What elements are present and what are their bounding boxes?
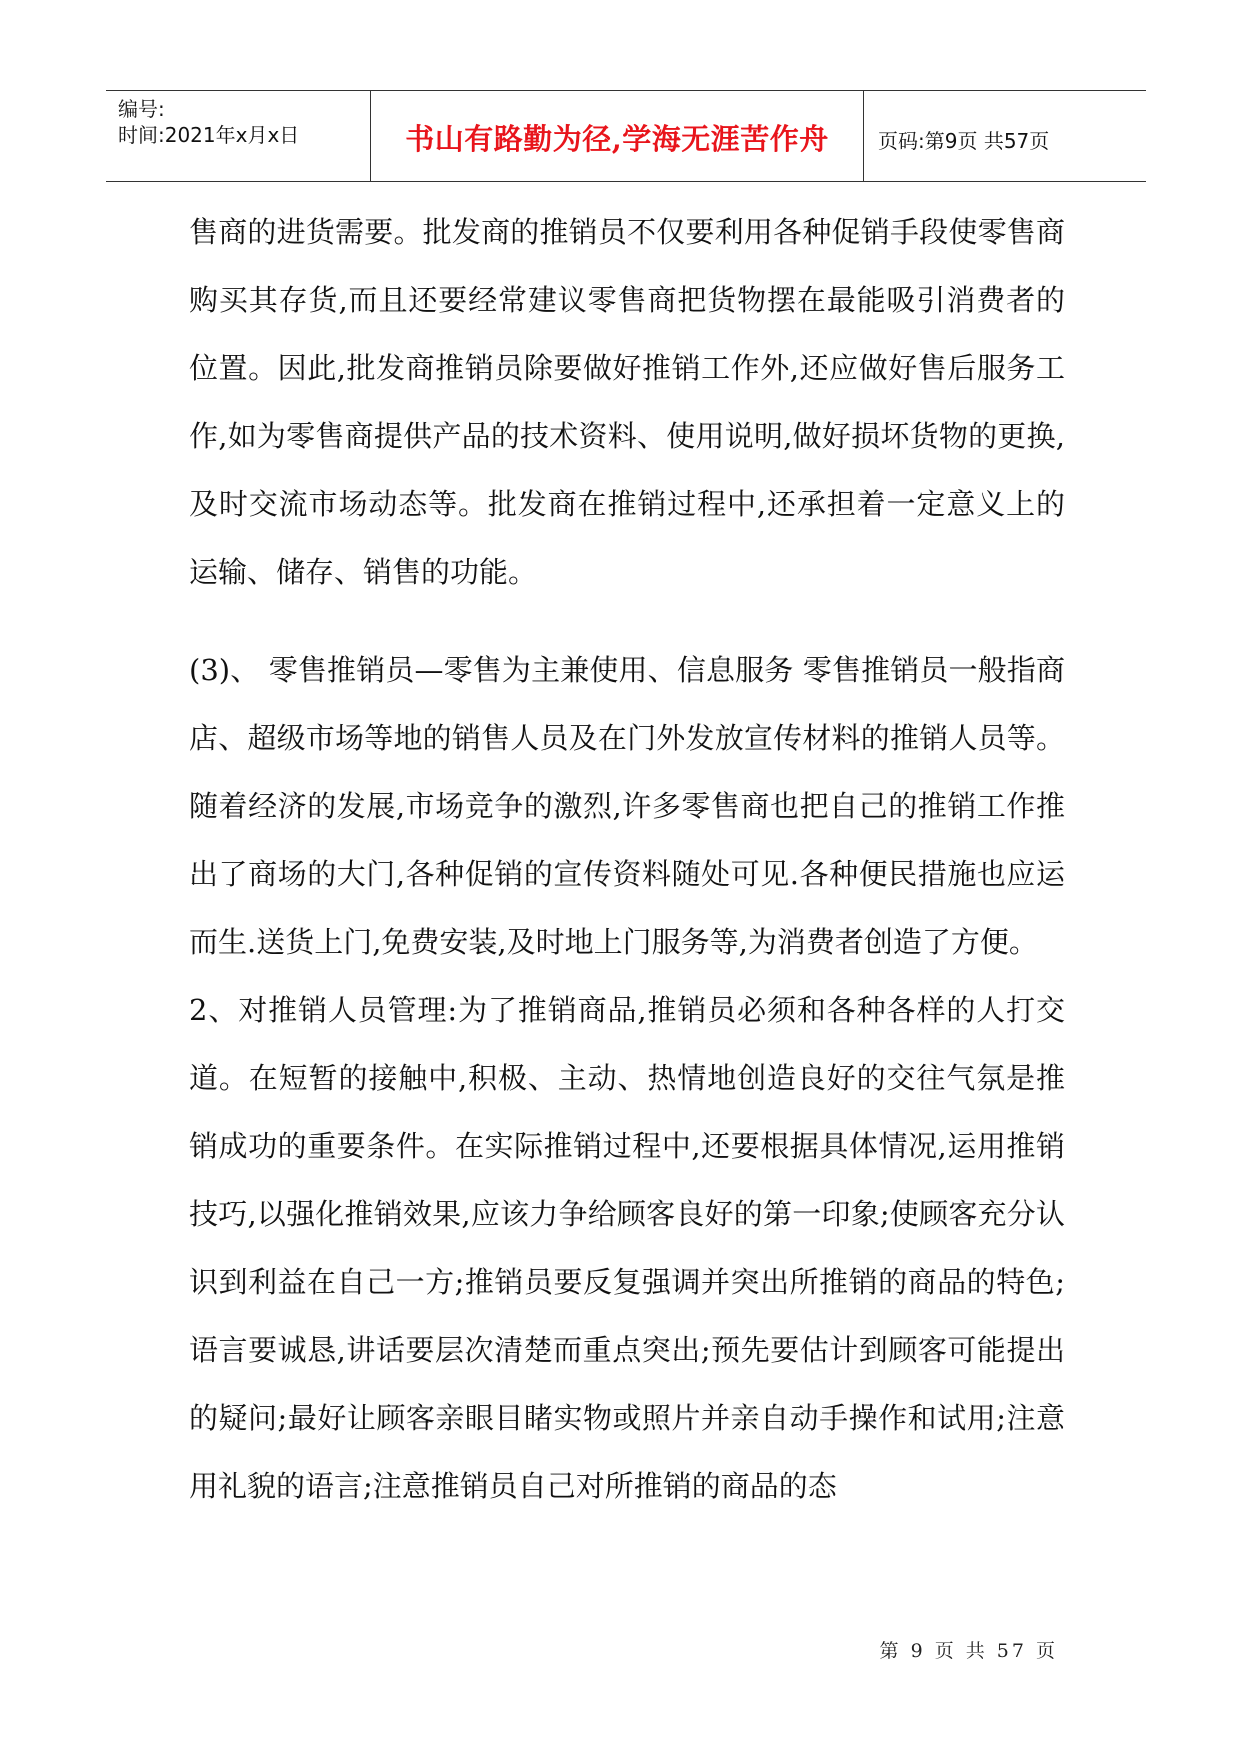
page-footer: 第 9 页 共 57 页 (879, 1640, 1058, 1662)
paragraph-management: 2、对推销人员管理:为了推销商品,推销员必须和各种各样的人打交道。在短暂的接触中,积极、主动、热情地创造良好的交往气氛是推销成功的重要条件。在实际推销过程中,还要根据具体情况,运用推销技巧,以强化推销效果,应该力争给顾客良好的第一印象;使顾客充分认识到利益在自己一方;推销员要反复强调并突出所推销的商品的特色;语言要诚恳,讲话要层次清楚而重点突出;预先要估计到顾客可能提出的疑问;最好让顾客亲眼目睹实物或照片并亲自动手操作和试用;注意用礼貌的语言;注意推销员自己对所推销的商品的态 (189, 993, 1065, 1503)
page-header (106, 90, 1146, 182)
serial-label: 编号: (118, 97, 165, 121)
paragraph-retail: (3)、 零售推销员—零售为主兼使用、信息服务 零售推销员一般指商店、超级市场等地的销售人员及在门外发放宣传材料的推销人员等。随着经济的发展,市场竞争的激烈,许多零售商也把自己的推销工作推出了商场的大门,各种促销的宣传资料随处可见.各种便民措施也应运而生.送货上门,免费安装,及时地上门服务等,为消费者创造了方便。 (189, 653, 1065, 959)
document-body (189, 198, 1065, 1520)
header-page-label: 页码:第9页 共57页 (878, 129, 1050, 153)
header-meta (106, 91, 370, 181)
slogan: 书山有路勤为径,学海无涯苦作舟 (405, 122, 829, 156)
time-label: 时间:2021年x月x日 (118, 123, 300, 147)
header-slogan-cell (370, 91, 864, 181)
header-page-cell (864, 91, 1146, 181)
paragraph-wholesale: 售商的进货需要。批发商的推销员不仅要利用各种促销手段使零售商购买其存货,而且还要经常建议零售商把货物摆在最能吸引消费者的位置。因此,批发商推销员除要做好推销工作外,还应做好售后服务工作,如为零售商提供产品的技术资料、使用说明,做好损坏货物的更换,及时交流市场动态等。批发商在推销过程中,还承担着一定意义上的运输、储存、销售的功能。 (189, 215, 1065, 589)
